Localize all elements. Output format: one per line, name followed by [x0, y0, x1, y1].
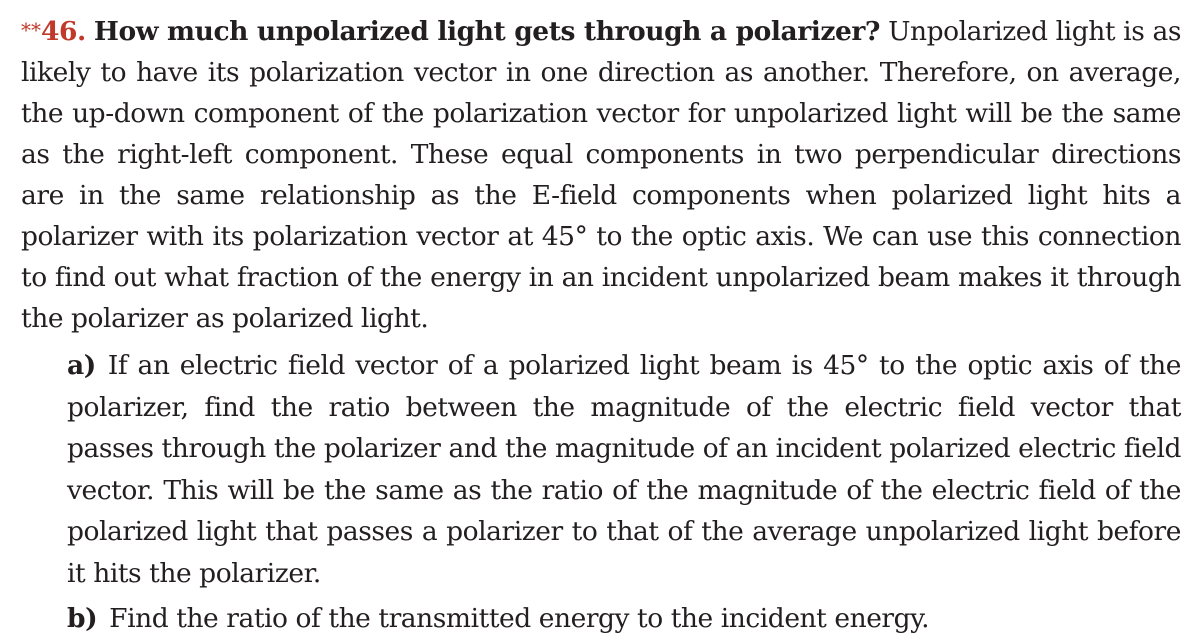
part-text: Find the ratio of the transmitted energy to the incident energy.: [109, 603, 930, 634]
part-text: If an electric field vector of a polarized light beam is 45° to the optic axis of the polarizer, find the ratio between the magnitude of the electric field vector that passes through the polarizer and the magnitude of an incident polarized electric field vector. This will be the same as the ratio of the magnitude of the electric field of the polarized light that passes a polarizer to that of the average unpolarized light before it hits the polarizer.: [67, 350, 1181, 589]
problem-part-b: [67, 598, 1181, 640]
problem-parts-list: [21, 345, 1181, 640]
part-label: a): [67, 350, 96, 381]
difficulty-marker: **: [21, 18, 41, 42]
problem-number: 46.: [41, 16, 86, 47]
problem-title: How much unpolarized light gets through a polarizer?: [93, 16, 880, 47]
problem-46: [21, 10, 1181, 644]
problem-intro-text: Unpolarized light is as likely to have its polarization vector in one direction as another. Therefore, on average, the up-down component of the polarization vector for unpolarized light will be the same as the right-left component. These equal components in two perpendicular directions are in the same relationship as the E-field components when polarized light hits a polarizer with its polarization vector at 45° to the optic axis. We can use this connection to find out what fraction of the energy in an incident unpolarized beam makes it through the polarizer as polarized light.: [21, 16, 1181, 334]
problem-part-a: [67, 345, 1181, 594]
problem-statement: [21, 10, 1181, 339]
part-label: b): [67, 603, 98, 634]
